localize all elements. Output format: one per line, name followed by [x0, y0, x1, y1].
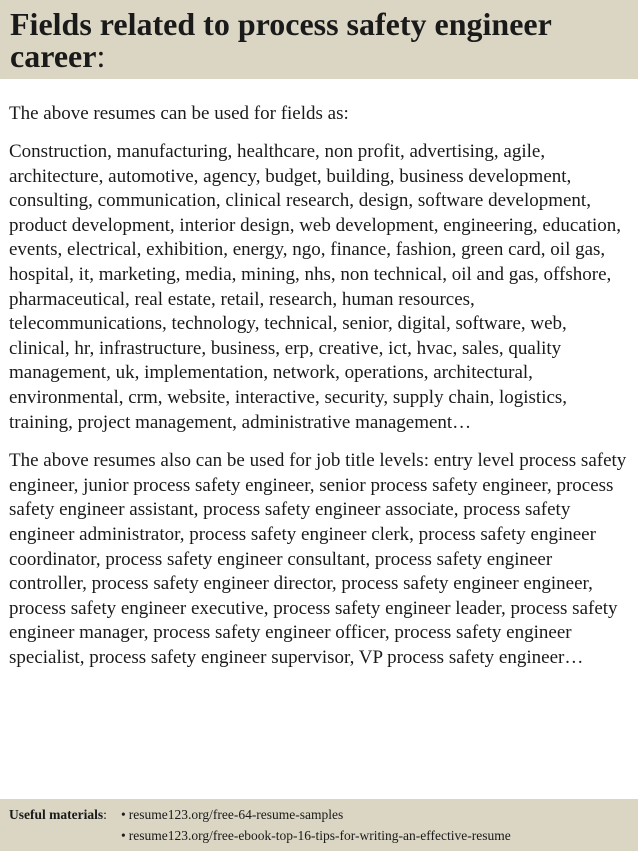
fields-paragraph: Construction, manufacturing, healthcare, non profit, advertising, agile, architecture, automotive, agency, budget, building, business development, consulting, communication, clinical research, design, software development, product development, interior design, web development, engineering, education, events, electrical, exhibition, energy, ngo, finance, fashion, green card, oil gas, hospital, it, marketing, media, mining, nhs, non technical, oil and gas, offshore, pharmaceutical, real estate, retail, research, human resources, telecommunications, technology, technical, senior, digital, software, web, clinical, hr, infrastructure, business, erp, creative, ict, hvac, sales, quality management, uk, implementation, network, operations, architectural, environmental, crm, website, interactive, security, supply chain, logistics, training, project management, administrative management…	[9, 141, 622, 433]
main-content	[0, 103, 638, 670]
footer-row-1	[9, 804, 629, 825]
footer-row-2	[9, 825, 629, 846]
intro-text: The above resumes can be used for fields as:	[9, 103, 349, 124]
footer-indent	[9, 825, 121, 846]
page-title-colon: :	[96, 38, 106, 74]
useful-materials-label-colon: :	[103, 807, 107, 822]
resource-link-1[interactable]: resume123.org/free-64-resume-samples	[128, 807, 344, 822]
useful-materials-footer	[0, 799, 638, 851]
bullet-icon: •	[121, 828, 126, 843]
useful-materials-label	[9, 804, 121, 825]
page-title	[10, 8, 628, 72]
useful-materials-label-text: Useful materials	[9, 807, 104, 822]
page-title-text: Fields related to process safety engineer career	[10, 6, 552, 74]
bullet-icon: •	[121, 807, 126, 822]
title-bar	[0, 0, 638, 79]
resource-link-2[interactable]: resume123.org/free-ebook-top-16-tips-for-writing-an-effective-resume	[128, 828, 511, 843]
job-levels-paragraph: The above resumes also can be used for job title levels: entry level process safety engineer, junior process safety engineer, senior process safety engineer, process safety engineer assistant, process safety engineer associate, process safety engineer administrator, process safety engineer clerk, process safety engineer coordinator, process safety engineer consultant, process safety engineer controller, process safety engineer director, process safety engineer engineer, process safety engineer executive, process safety engineer leader, process safety engineer manager, process safety engineer officer, process safety engineer specialist, process safety engineer supervisor, VP process safety engineer…	[9, 450, 627, 668]
